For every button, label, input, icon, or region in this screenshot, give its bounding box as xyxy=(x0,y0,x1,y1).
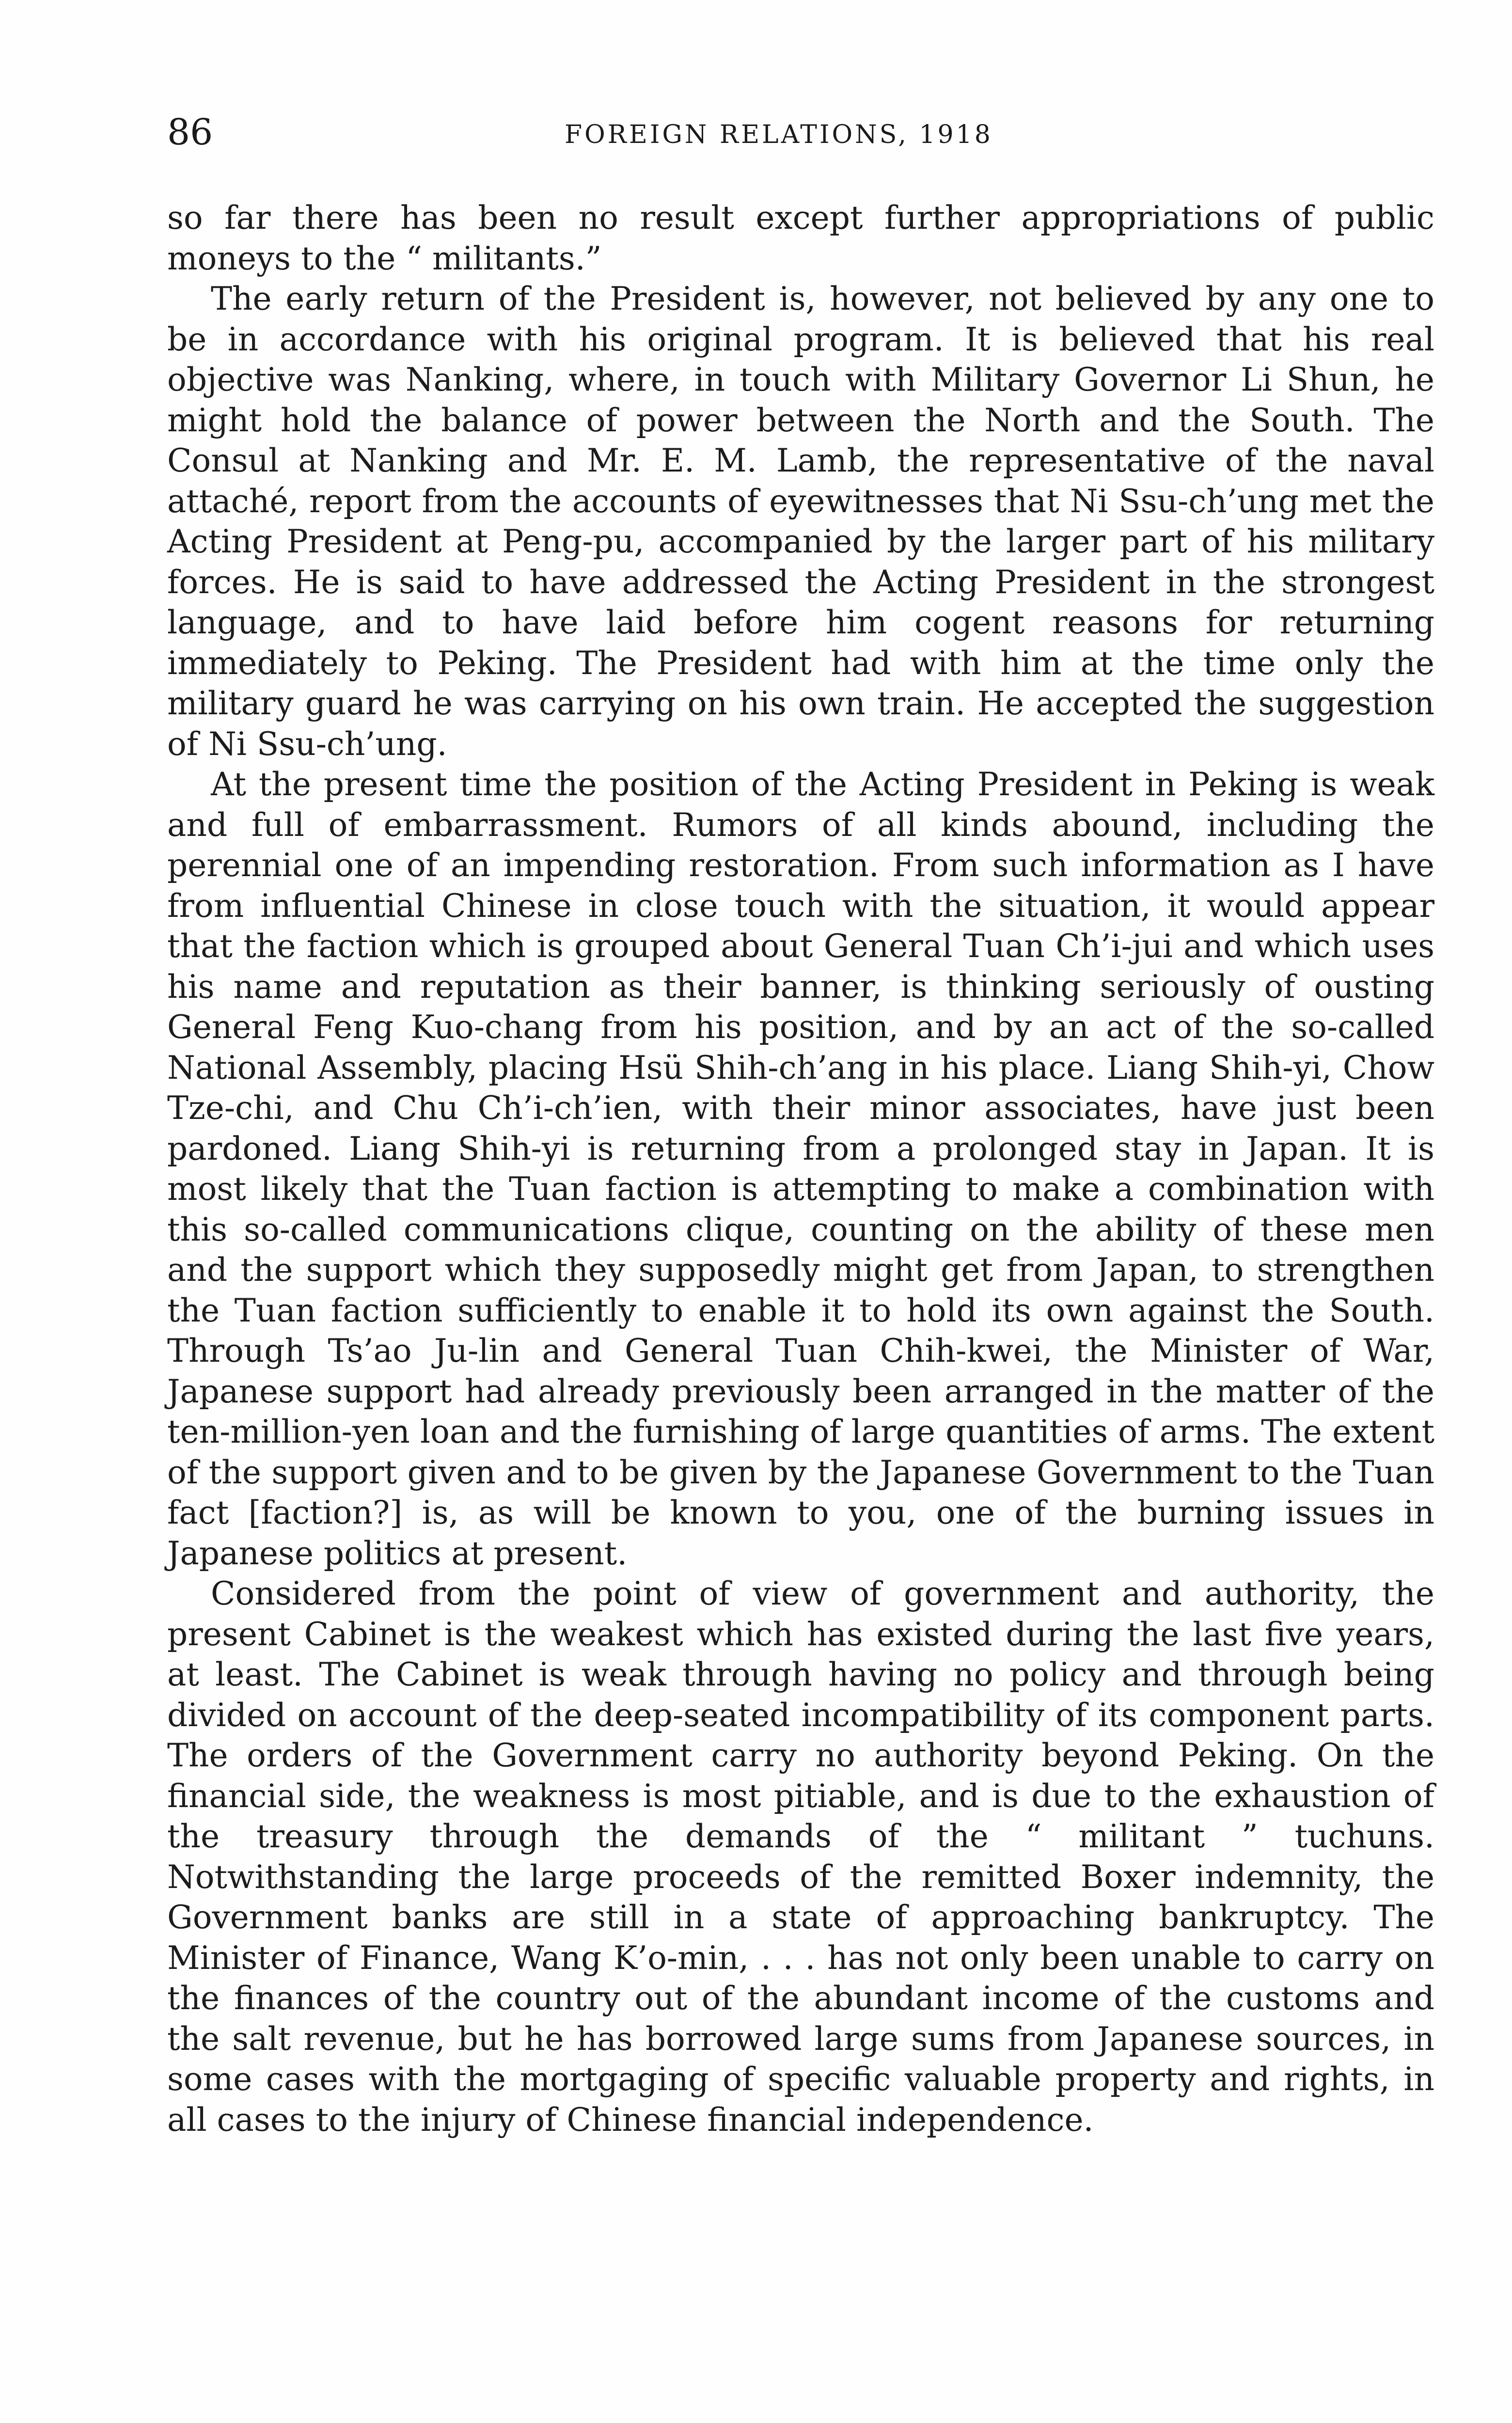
running-head: FOREIGN RELATIONS, 1918 xyxy=(565,120,993,149)
paragraph-acting-president-position: At the present time the position of the Acting President in Peking is weak and full of embarrassment. Rumors of all kinds abound, including the perennial one of an impending restoration. From such information as I have from influential Chinese in close touch with the situation, it would appear that the faction which is grouped about General Tuan Ch’i-jui and which uses his name and reputation as their banner, is thinking seriously of ousting General Feng Kuo-chang from his position, and by an act of the so-called National Assembly, placing Hsü Shih-ch’ang in his place. Liang Shih-yi, Chow Tze-chi, and Chu Ch’i-ch’ien, with their minor associates, have just been pardoned. Liang Shih-yi is returning from a prolonged stay in Japan. It is most likely that the Tuan faction is attempting to make a combination with this so-called communications clique, counting on the ability of these men and the support which they supposedly might get from Japan, to strengthen the Tuan faction sufficiently to enable it to hold its own against the South. Through Ts’ao Ju-lin and General Tuan Chih-kwei, the Minister of War, Japanese support had already previously been arranged in the matter of the ten-million-yen loan and the furnishing of large quantities of arms. The extent of the support given and to be given by the Japanese Government to the Tuan fact [faction?] is, as will be known to you, one of the burning issues in Japanese politics at present. xyxy=(167,766,1434,1572)
body-text xyxy=(167,198,1434,2140)
page-header xyxy=(167,110,1434,154)
paragraph-cabinet-weakness: Considered from the point of view of government and authority, the present Cabinet is the weakest which has existed during the last five years, at least. The Cabinet is weak through having no policy and through being divided on account of the deep-seated incompatibility of its component parts. The orders of the Government carry no authority beyond Peking. On the financial side, the weakness is most pitiable, and is due to the exhaustion of the treasury through the demands of the “ militant ” tuchuns. Notwithstanding the large proceeds of the remitted Boxer indemnity, the Government banks are still in a state of approaching bankruptcy. The Minister of Finance, Wang K’o-min, . . . has not only been unable to carry on the finances of the country out of the abundant income of the customs and the salt revenue, but he has borrowed large sums from Japanese sources, in some cases with the mortgaging of specific valuable property and rights, in all cases to the injury of Chinese financial independence. xyxy=(167,1575,1434,2139)
paragraph-continuation: so far there has been no result except further appropriations of public moneys to the “ militants.” xyxy=(167,199,1434,277)
paragraph-president-return: The early return of the President is, however, not believed by any one to be in accordance with his original program. It is believed that his real objective was Nanking, where, in touch with Military Governor Li Shun, he might hold the balance of power between the North and the South. The Consul at Nanking and Mr. E. M. Lamb, the representative of the naval attaché, report from the accounts of eyewitnesses that Ni Ssu-ch’ung met the Acting President at Peng-pu, accompanied by the larger part of his military forces. He is said to have addressed the Acting President in the strongest language, and to have laid before him cogent reasons for returning immediately to Peking. The President had with him at the time only the military guard he was carrying on his own train. He accepted the suggestion of Ni Ssu-ch’ung. xyxy=(167,280,1434,763)
page-number: 86 xyxy=(167,111,213,153)
